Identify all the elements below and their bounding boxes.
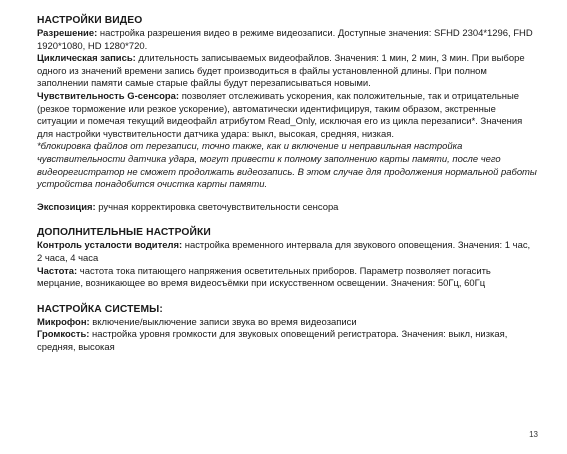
loop-recording-text: длительность записываемых видеофайлов. Значения: 1 мин, 2 мин, 3 мин. При выборе одного из значений времени запись будет производиться в файлы установленной длины. При полном заполнении памяти самые старые файлы будут перезаписываться новыми. <box>37 53 525 90</box>
resolution-paragraph <box>37 28 537 53</box>
overwrite-note: *блокировка файлов от перезаписи, точно также, как и включение и неправильная настройка чувствительности датчика удара, могут привести к полному заполнению карты памяти, после чего видеорегистратор не сможет продолжать видеозапись. В этом случае для продолжения нормальной работы устройства понадобится очистка карты памяти. <box>37 141 537 191</box>
spacer <box>37 291 537 303</box>
frequency-paragraph <box>37 266 537 291</box>
exposure-term: Экспозиция: <box>37 201 96 213</box>
volume-term: Громкость: <box>37 329 90 341</box>
microphone-paragraph <box>37 317 537 330</box>
microphone-text: включение/выключение записи звука во время видеозаписи <box>89 316 357 328</box>
video-settings-title: НАСТРОЙКИ ВИДЕО <box>37 15 143 26</box>
spacer <box>37 192 537 202</box>
exposure-text: ручная корректировка светочувствительности сенсора <box>95 201 339 213</box>
volume-paragraph <box>37 329 537 354</box>
frequency-term: Частота: <box>37 265 78 277</box>
page-number: 13 <box>529 430 538 439</box>
resolution-term: Разрешение: <box>37 28 98 39</box>
fatigue-text: настройка временного интервала для звукового оповещения. Значения: 1 час, 2 часа, 4 часа <box>37 240 531 264</box>
frequency-text: частота тока питающего напряжения осветительных приборов. Параметр позволяет погасить мерцание, возникающее во время видеосъёмки при искусственном освещении. Значения: 50Гц, 60Гц <box>37 265 491 290</box>
exposure-paragraph <box>37 202 537 215</box>
spacer <box>37 214 537 226</box>
g-sensor-text: позволяет отслеживать ускорения, как положительные, так и отрицательные (резкое торможение или резкое ускорение), автоматически идентифицируя, таким образом, экстренные ситуации и помечая текущий видеофайл атрибутом Read_Only, исключая его из цикла перезаписи*. Значения для настройки чувствительности датчика удара: выкл, высокая, средняя, низкая. <box>37 90 523 140</box>
resolution-text: настройка разрешения видео в режиме видеозаписи. Доступные значения: SFHD 2304*1296, FHD 1920*1080, HD 1280*720. <box>37 28 533 52</box>
loop-recording-term: Циклическая запись: <box>37 53 136 65</box>
g-sensor-paragraph <box>37 91 537 141</box>
g-sensor-term: Чувствительность G-сенсора: <box>37 90 180 102</box>
microphone-term: Микрофон: <box>37 316 90 328</box>
manual-page <box>37 14 537 354</box>
system-settings-title: НАСТРОЙКА СИСТЕМЫ: <box>37 303 163 315</box>
additional-settings-title: ДОПОЛНИТЕЛЬНЫЕ НАСТРОЙКИ <box>37 227 211 239</box>
fatigue-term: Контроль усталости водителя: <box>37 240 183 252</box>
fatigue-paragraph <box>37 240 537 265</box>
loop-recording-paragraph <box>37 53 537 91</box>
volume-text: настройка уровня громкости для звуковых оповещений регистратора. Значения: выкл, низкая, средняя, высокая <box>37 329 508 353</box>
